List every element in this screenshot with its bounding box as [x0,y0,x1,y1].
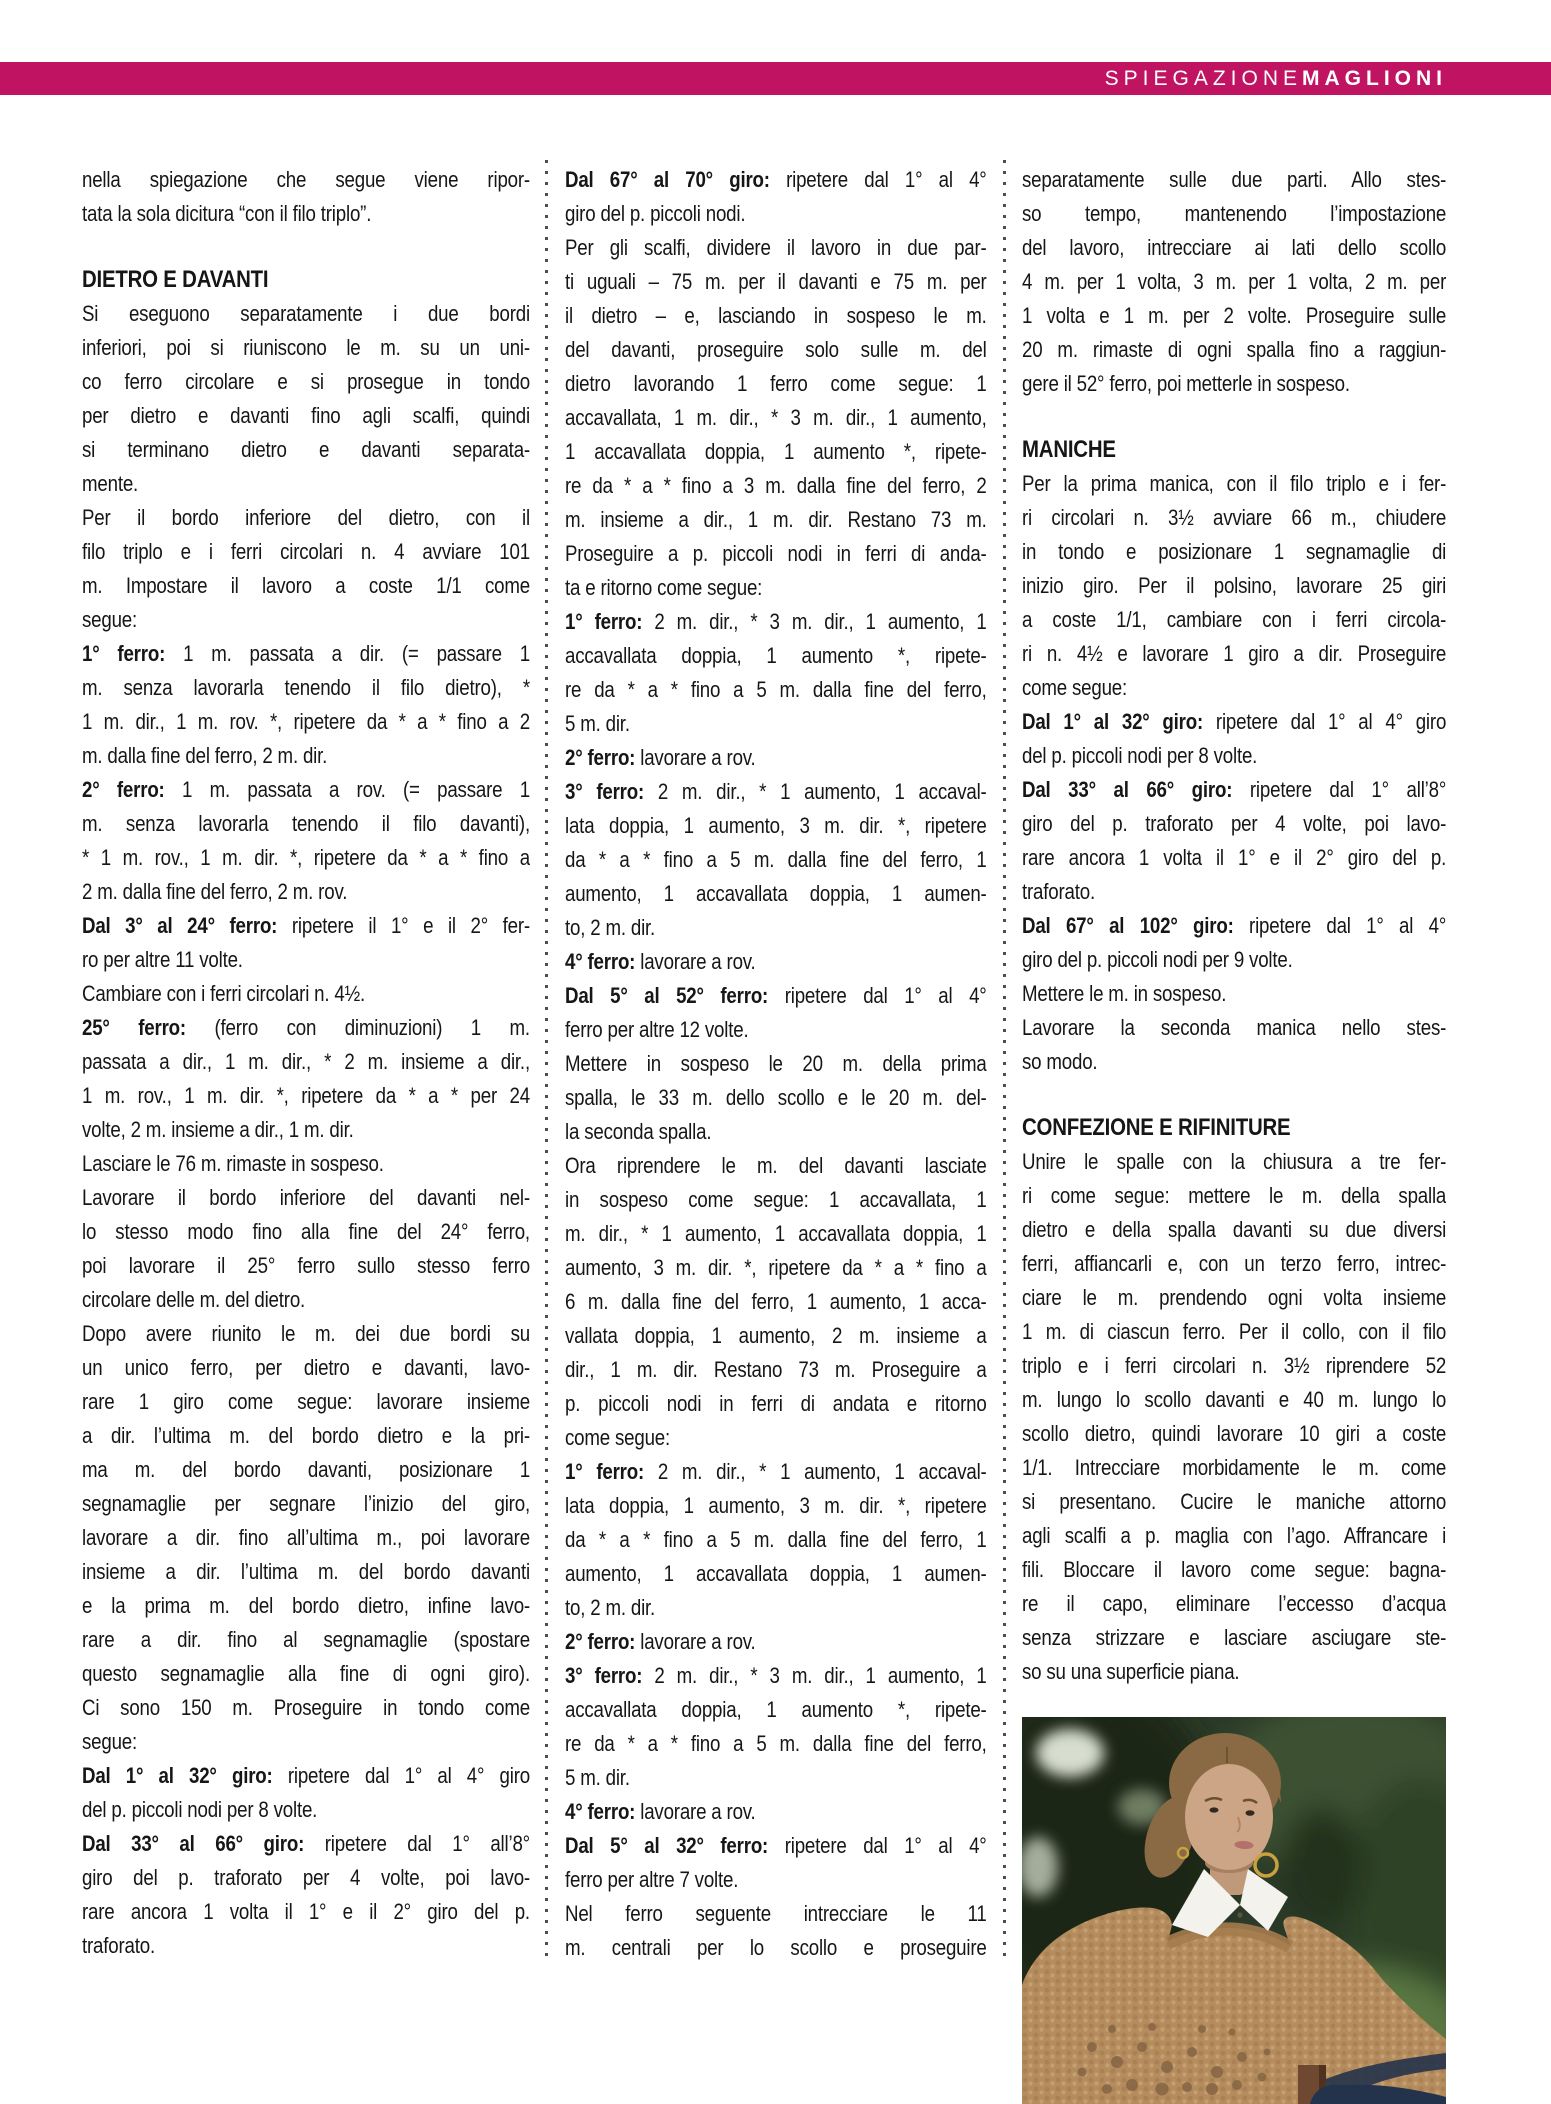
text-line: 1° ferro: 1 m. passata a dir. (= passare 1 [82,641,530,666]
text-line: ti uguali – 75 m. per il davanti e 75 m. per [565,269,987,294]
text-column-2 [565,163,987,1965]
text-line: 5 m. dir. [565,1765,630,1790]
text-line: Per gli scalfi, dividere il lavoro in due par- [565,235,987,260]
text-line: da * a * fino a 5 m. dalla fine del ferro, 1 [565,1527,987,1552]
text-line: Lavorare la seconda manica nello stes- [1022,1015,1447,1040]
text-line: ta e ritorno come segue: [565,575,763,600]
text-line: to, 2 m. dir. [565,1595,656,1620]
text-line: circolare delle m. del dietro. [82,1287,306,1312]
column-divider-1 [545,160,548,1957]
text-line: si presentano. Cucire le maniche attorno [1022,1489,1447,1514]
foliage-shadow-blob [1282,1807,1362,1927]
text-line: 5 m. dir. [565,711,630,736]
text-line: del p. piccoli nodi per 8 volte. [82,1797,318,1822]
text-line: 2° ferro: lavorare a rov. [565,745,756,770]
section-label-light: SPIEGAZIONE [1104,67,1302,90]
text-line: Dal 5° al 32° ferro: ripetere dal 1° al 4° [565,1833,987,1858]
text-line: Per il bordo inferiore del dietro, con il [82,505,530,530]
text-line: 3° ferro: 2 m. dir., * 1 aumento, 1 accaval- [565,779,987,804]
text-line: ro per altre 11 volte. [82,947,243,972]
text-line: so su una superficie piana. [1022,1659,1240,1684]
text-line: 2° ferro: 1 m. passata a rov. (= passare 1 [82,777,530,802]
row-label-bold: 1° ferro: [82,641,166,666]
row-label-bold: 3° ferro: [565,779,645,804]
section-header-title [1105,62,1447,95]
text-line: a coste 1/1, cambiare con i ferri circola- [1022,607,1447,632]
section-header-bar [0,62,1551,95]
text-line: Mettere le m. in sospeso. [1022,981,1227,1006]
row-label-bold: Dal 67° al 102° giro: [1022,913,1234,938]
text-line: come segue: [1022,675,1128,700]
row-label-bold: 25° ferro: [82,1015,186,1040]
text-line: Dal 33° al 66° giro: ripetere dal 1° all’8° [82,1831,530,1856]
text-line: rare ancora 1 volta il 1° e il 2° giro del p. [82,1899,530,1924]
text-line: m. senza lavorarla tenendo il filo dietro), * [82,675,530,700]
collar-button [1237,1912,1242,1917]
text-line: lata doppia, 1 aumento, 3 m. dir. *, ripetere [565,1493,987,1518]
text-line: Lasciare le 76 m. rimaste in sospeso. [82,1151,384,1176]
row-label-bold: 1° ferro: [565,1459,645,1484]
right-eye [1246,1810,1255,1816]
row-label-bold: Dal 33° al 66° giro: [82,1831,305,1856]
text-line: 1 m. dir., 1 m. rov. *, ripetere da * a * fino a 2 [82,709,530,734]
text-line: lo stesso modo fino alla fine del 24° ferro, [82,1219,530,1244]
text-line: rare 1 giro come segue: lavorare insieme [82,1389,530,1414]
text-line: insieme a dir. l’ultima m. del bordo davanti [82,1559,530,1584]
text-line: triplo e i ferri circolari n. 3½ riprendere 52 [1022,1353,1447,1378]
text-line: 2° ferro: lavorare a rov. [565,1629,756,1654]
text-line: lavorare a dir. fino all’ultima m., poi lavorare [82,1525,530,1550]
text-line: ri come segue: mettere le m. della spalla [1022,1183,1447,1208]
text-line: m. dalla fine del ferro, 2 m. dir. [82,743,328,768]
text-line: si terminano dietro e davanti separata- [82,437,530,462]
text-line: ma m. del bordo davanti, posizionare 1 [82,1457,530,1482]
text-line: 4° ferro: lavorare a rov. [565,1799,756,1824]
text-line: Lavorare il bordo inferiore del davanti nel- [82,1185,530,1210]
text-line: so tempo, mantenendo l’impostazione [1022,201,1447,226]
text-line: p. piccoli nodi in ferri di andata e ritorno [565,1391,987,1416]
text-line: un unico ferro, per dietro e davanti, lavo- [82,1355,530,1380]
text-line: agli scalfi a p. maglia con l’ago. Affrancare i [1022,1523,1447,1548]
text-line: re da * a * fino a 5 m. dalla fine del ferro, [565,1731,987,1756]
sky-patch [1036,1729,1104,1777]
text-line: come segue: [565,1425,671,1450]
section-heading: CONFEZIONE E RIFINITURE [1022,1114,1291,1141]
text-line: segue: [82,1729,138,1754]
model-photo [1022,1717,1446,2104]
text-line: mente. [82,471,139,496]
text-line: la seconda spalla. [565,1119,712,1144]
text-line: m. Impostare il lavoro a coste 1/1 come [82,573,530,598]
text-line: lata doppia, 1 aumento, 3 m. dir. *, ripetere [565,813,987,838]
text-line: 20 m. rimaste di ogni spalla fino a raggiun- [1022,337,1447,362]
text-line: Dal 1° al 32° giro: ripetere dal 1° al 4° giro [82,1763,530,1788]
text-line: re da * a * fino a 5 m. dalla fine del ferro, [565,677,987,702]
row-label-bold: Dal 5° al 32° ferro: [565,1833,769,1858]
row-label-bold: 2° ferro: [565,745,636,770]
text-line: 1 volta e 1 m. per 2 volte. Proseguire sulle [1022,303,1447,328]
text-line: rare a dir. fino al segnamaglie (spostare [82,1627,530,1652]
text-line: re da * a * fino a 3 m. dalla fine del ferro, 2 [565,473,987,498]
text-line: Unire le spalle con la chiusura a tre fer- [1022,1149,1447,1174]
row-label-bold: 2° ferro: [82,777,165,802]
text-line: * 1 m. rov., 1 m. dir. *, ripetere da * a * fino a [82,845,530,870]
text-line: Nel ferro seguente intrecciare le 11 [565,1901,987,1926]
row-label-bold: 4° ferro: [565,949,636,974]
text-line: 25° ferro: (ferro con diminuzioni) 1 m. [82,1015,530,1040]
text-line: Dal 1° al 32° giro: ripetere dal 1° al 4° giro [1022,709,1447,734]
text-line: separatamente sulle due parti. Allo stes- [1022,167,1447,192]
text-line: Per la prima manica, con il filo triplo e i fer- [1022,471,1447,496]
text-line: senza strizzare e lasciare asciugare ste- [1022,1625,1447,1650]
column-divider-2 [1003,160,1006,1957]
text-line: giro del p. piccoli nodi per 9 volte. [1022,947,1293,972]
text-line: nella spiegazione che segue viene ripor- [82,167,530,192]
text-line: traforato. [1022,879,1095,904]
text-line: aumento, 3 m. dir. *, ripetere da * a * fino a [565,1255,987,1280]
text-line: 1 accavallata doppia, 1 aumento *, ripete- [565,439,987,464]
section-heading: MANICHE [1022,436,1116,463]
text-line: gere il 52° ferro, poi metterle in sospeso. [1022,371,1350,396]
text-line: 2 m. dalla fine del ferro, 2 m. rov. [82,879,348,904]
text-line: segnamaglie per segnare l’inizio del giro, [82,1491,530,1516]
text-line: Dal 3° al 24° ferro: ripetere il 1° e il 2° fer- [82,913,530,938]
row-label-bold: Dal 67° al 70° giro: [565,167,770,192]
text-line: Proseguire a p. piccoli nodi in ferri di anda- [565,541,987,566]
text-line: a dir. l’ultima m. del bordo dietro e la pri- [82,1423,530,1448]
text-line: accavallata, 1 m. dir., * 3 m. dir., 1 aumento, [565,405,987,430]
row-label-bold: Dal 1° al 32° giro: [1022,709,1204,734]
text-line: 1° ferro: 2 m. dir., * 3 m. dir., 1 aumento, 1 [565,609,987,634]
text-line: in sospeso come segue: 1 accavallata, 1 [565,1187,987,1212]
text-line: segue: [82,607,138,632]
row-label-bold: 1° ferro: [565,609,643,634]
text-line: accavallata doppia, 1 aumento *, ripete- [565,643,987,668]
text-line: aumento, 1 accavallata doppia, 1 aumen- [565,1561,987,1586]
text-line: del lavoro, intrecciare ai lati dello scollo [1022,235,1447,260]
text-line: ferro per altre 7 volte. [565,1867,739,1892]
text-line: da * a * fino a 5 m. dalla fine del ferro, 1 [565,847,987,872]
text-line: m. centrali per lo scollo e proseguire [565,1935,987,1960]
text-line: rare ancora 1 volta il 1° e il 2° giro del p. [1022,845,1447,870]
text-line: fili. Bloccare il lavoro come segue: bagna- [1022,1557,1447,1582]
text-line: so modo. [1022,1049,1098,1074]
text-line: Ci sono 150 m. Proseguire in tondo come [82,1695,530,1720]
text-line: re il capo, eliminare l’eccesso d’acqua [1022,1591,1447,1616]
row-label-bold: Dal 5° al 52° ferro: [565,983,769,1008]
text-column-3 [1022,163,1446,1689]
text-line: filo triplo e i ferri circolari n. 4 avviare 101 [82,539,530,564]
text-line: co ferro circolare e si prosegue in tondo [82,369,530,394]
text-line: giro del p. traforato per 4 volte, poi lavo- [1022,811,1447,836]
row-label-bold: 3° ferro: [565,1663,643,1688]
text-line: m. senza lavorarla tenendo il filo davanti), [82,811,530,836]
text-line: scollo dietro, quindi lavorare 10 giri a coste [1022,1421,1447,1446]
text-line: Cambiare con i ferri circolari n. 4½. [82,981,366,1006]
text-line: Ora riprendere le m. del davanti lasciate [565,1153,987,1178]
text-line: ciare le m. prendendo ogni volta insieme [1022,1285,1447,1310]
text-line: del p. piccoli nodi per 8 volte. [1022,743,1258,768]
text-line: ferro per altre 12 volte. [565,1017,749,1042]
text-column-1 [82,163,530,1963]
text-line: Dal 5° al 52° ferro: ripetere dal 1° al 4° [565,983,987,1008]
text-line: Dal 33° al 66° giro: ripetere dal 1° all’8° [1022,777,1447,802]
text-line: Dopo avere riunito le m. dei due bordi su [82,1321,530,1346]
text-line: Mettere in sospeso le 20 m. della prima [565,1051,987,1076]
text-line: del davanti, proseguire solo sulle m. del [565,337,987,362]
row-label-bold: Dal 33° al 66° giro: [1022,777,1233,802]
section-heading: DIETRO E DAVANTI [82,266,269,293]
text-line: dir., 1 m. dir. Restano 73 m. Proseguire a [565,1357,987,1382]
text-line: dietro e della spalla davanti su due diversi [1022,1217,1447,1242]
text-line: ri n. 4½ e lavorare 1 giro a dir. Proseguire [1022,641,1447,666]
text-line: giro del p. piccoli nodi. [565,201,746,226]
text-line: inferiori, poi si riuniscono le m. su un uni- [82,335,530,360]
text-line: m. insieme a dir., 1 m. dir. Restano 73 m. [565,507,987,532]
text-line: 1 m. di ciascun ferro. Per il collo, con il filo [1022,1319,1447,1344]
text-line: 6 m. dalla fine del ferro, 1 aumento, 1 acca- [565,1289,987,1314]
text-line: e la prima m. del bordo dietro, infine lavo- [82,1593,530,1618]
section-label-bold: MAGLIONI [1302,67,1447,90]
text-line: vallata doppia, 1 aumento, 2 m. insieme a [565,1323,987,1348]
text-line: Dal 67° al 102° giro: ripetere dal 1° al 4° [1022,913,1447,938]
text-line: to, 2 m. dir. [565,915,656,940]
text-line: dietro lavorando 1 ferro come segue: 1 [565,371,987,396]
text-line: per dietro e davanti fino agli scalfi, quindi [82,403,530,428]
text-line: traforato. [82,1933,155,1958]
text-line: in tondo e posizionare 1 segnamaglie di [1022,539,1447,564]
text-line: ferri, affiancarli e, con un terzo ferro, intrec- [1022,1251,1447,1276]
text-line: volte, 2 m. insieme a dir., 1 m. dir. [82,1117,354,1142]
text-line: m. dir., * 1 aumento, 1 accavallata doppia, 1 [565,1221,987,1246]
text-line: 1/1. Intrecciare morbidamente le m. come [1022,1455,1447,1480]
text-line: poi lavorare il 25° ferro sullo stesso ferro [82,1253,530,1278]
text-line: m. lungo lo scollo davanti e 40 m. lungo lo [1022,1387,1447,1412]
text-line: tata la sola dicitura “con il filo triplo”. [82,201,372,226]
text-line: ri circolari n. 3½ avviare 66 m., chiudere [1022,505,1447,530]
text-line: 3° ferro: 2 m. dir., * 3 m. dir., 1 aumento, 1 [565,1663,987,1688]
row-label-bold: 2° ferro: [565,1629,636,1654]
text-line: accavallata doppia, 1 aumento *, ripete- [565,1697,987,1722]
text-line: giro del p. traforato per 4 volte, poi lavo- [82,1865,530,1890]
text-line: questo segnamaglie alla fine di ogni giro). [82,1661,530,1686]
text-line: 1 m. rov., 1 m. dir. *, ripetere da * a * per 24 [82,1083,530,1108]
model-photo-illustration [1022,1717,1446,2104]
text-line: 4° ferro: lavorare a rov. [565,949,756,974]
row-label-bold: 4° ferro: [565,1799,636,1824]
text-line: 1° ferro: 2 m. dir., * 1 aumento, 1 accaval- [565,1459,987,1484]
text-line: il dietro – e, lasciando in sospeso le m. [565,303,987,328]
text-line: Si eseguono separatamente i due bordi [82,301,530,326]
text-line: Dal 67° al 70° giro: ripetere dal 1° al 4° [565,167,987,192]
left-eye [1210,1807,1219,1812]
row-label-bold: Dal 1° al 32° giro: [82,1763,273,1788]
text-line: passata a dir., 1 m. dir., * 2 m. insieme a dir., [82,1049,530,1074]
text-line: spalla, le 33 m. dello scollo e le 20 m. del- [565,1085,987,1110]
text-line: aumento, 1 accavallata doppia, 1 aumen- [565,881,987,906]
text-line: inizio giro. Per il polsino, lavorare 25 giri [1022,573,1447,598]
text-line: 4 m. per 1 volta, 3 m. per 1 volta, 2 m. per [1022,269,1447,294]
row-label-bold: Dal 3° al 24° ferro: [82,913,278,938]
